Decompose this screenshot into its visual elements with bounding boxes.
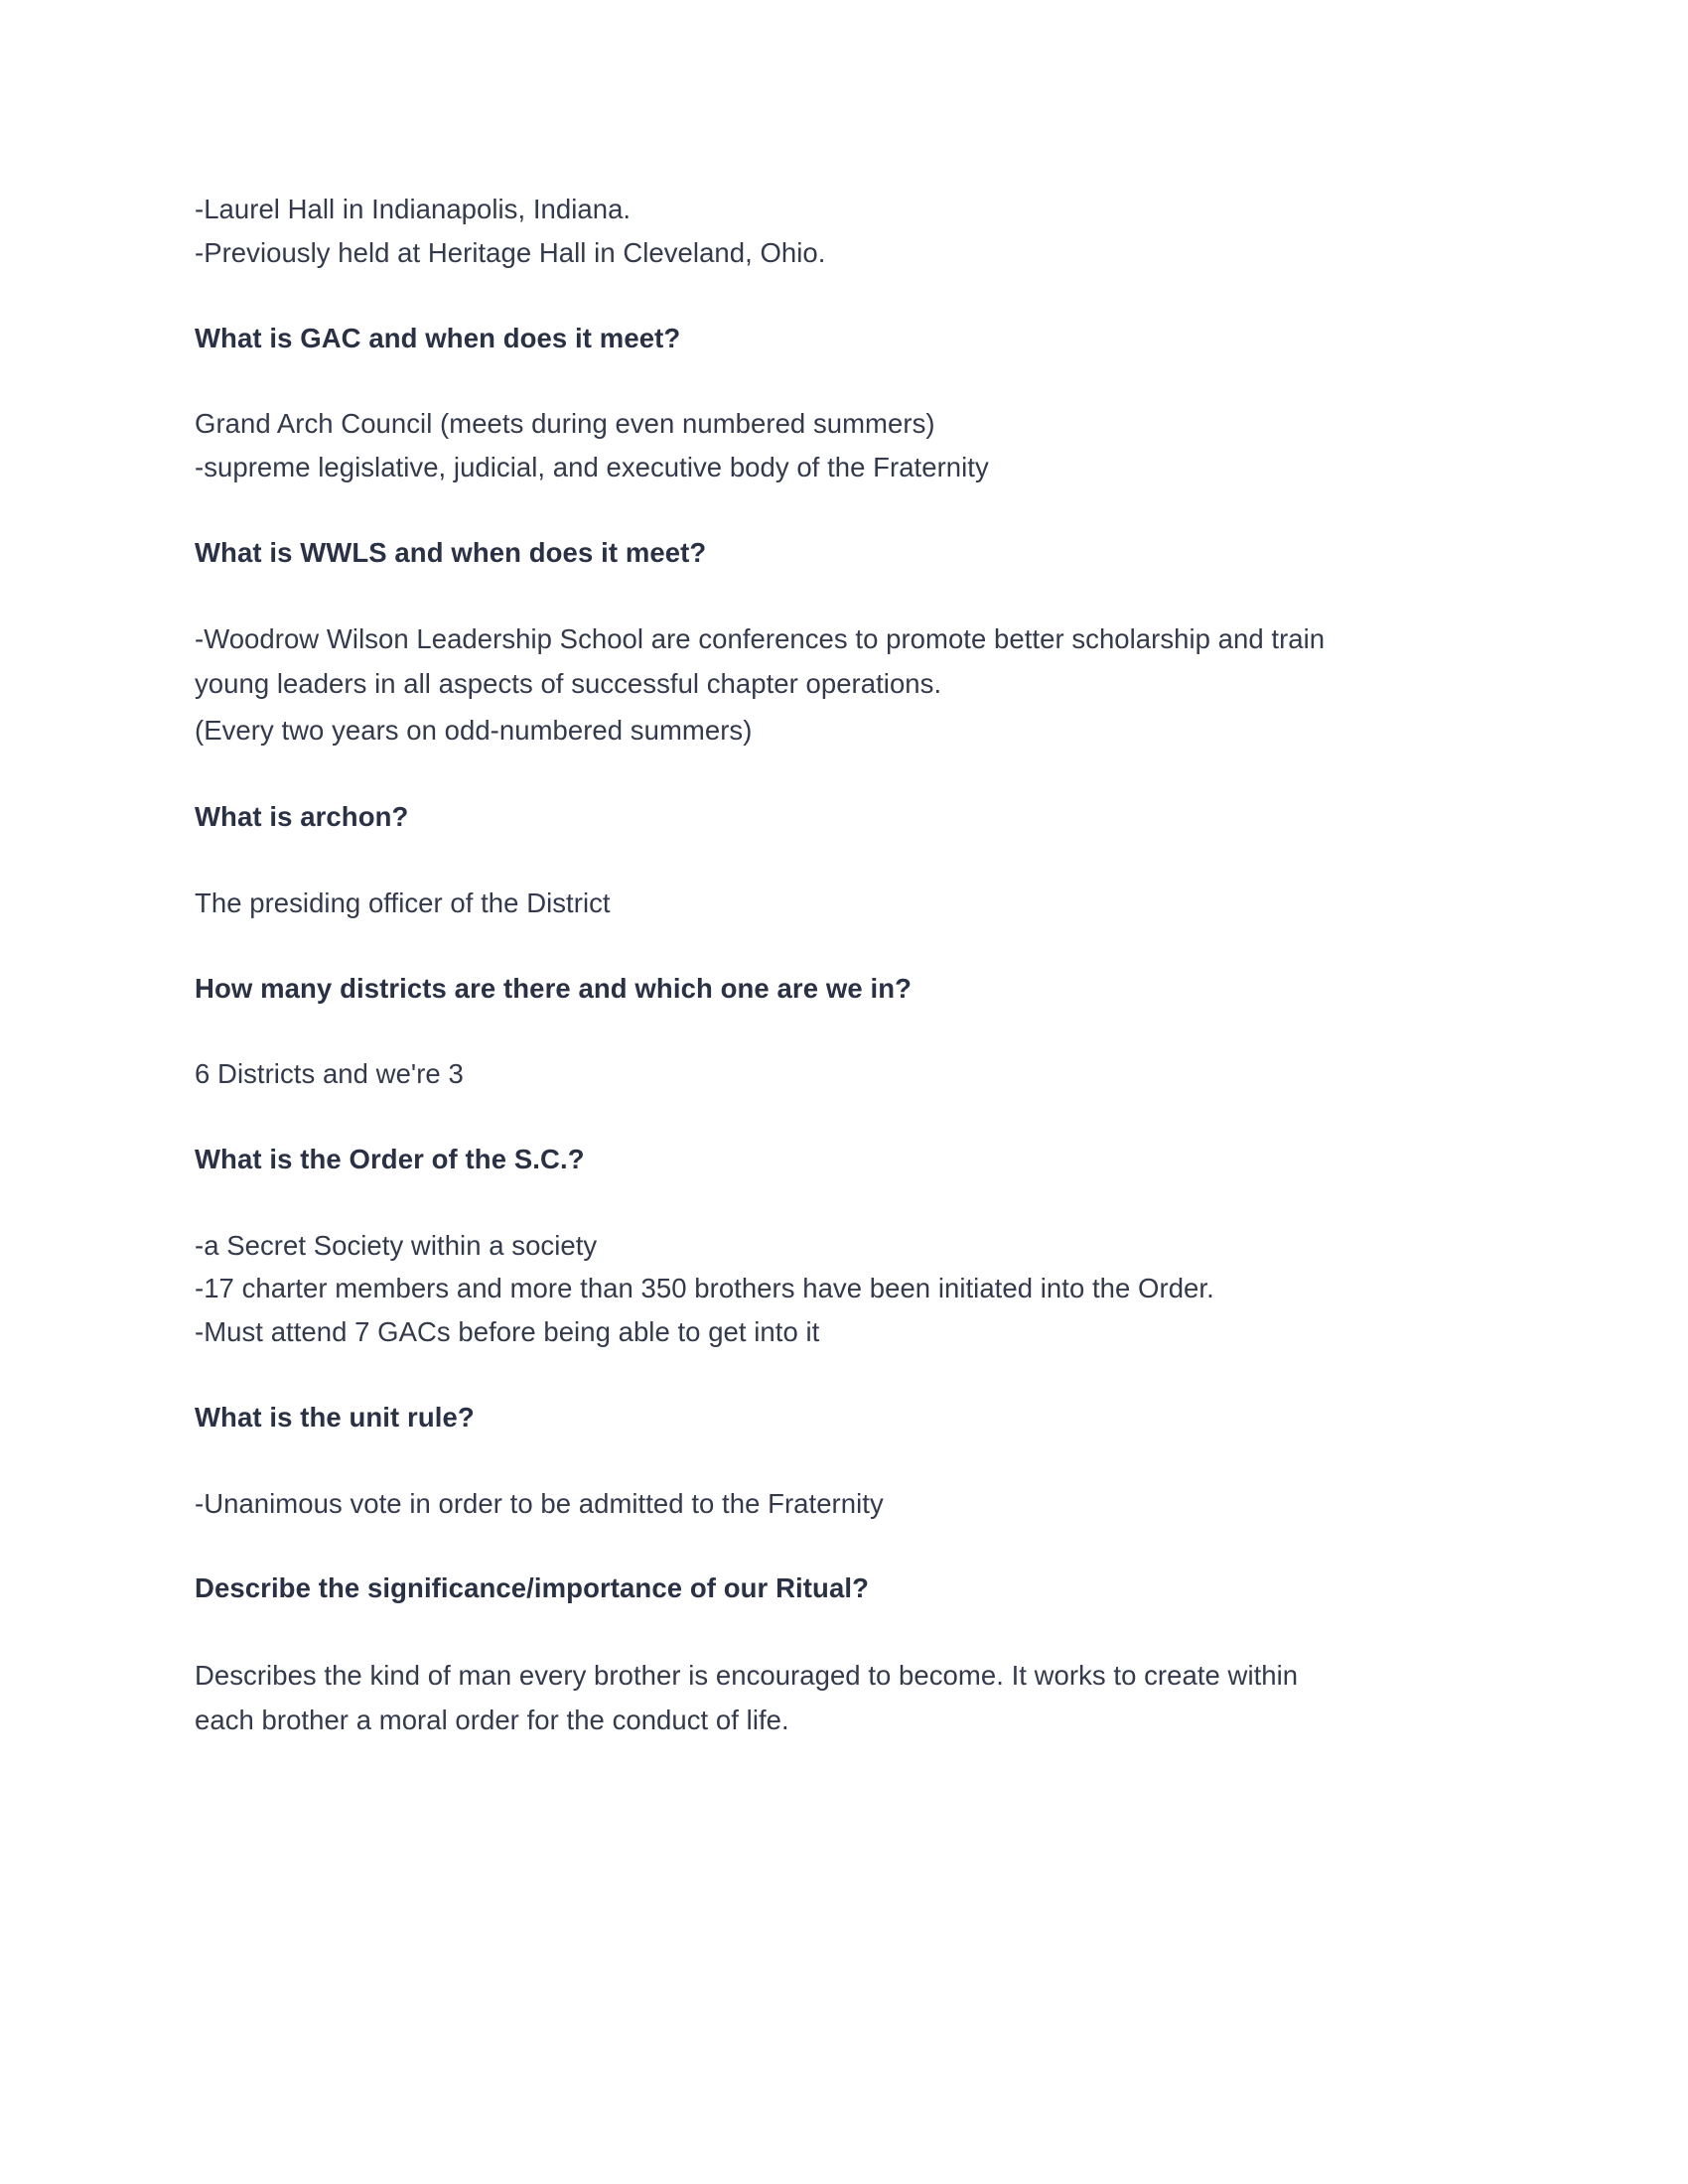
answer-block [195, 189, 1426, 274]
answer-line: -Unanimous vote in order to be admitted to the Fraternity [195, 1487, 884, 1519]
answer-line: -Laurel Hall in Indianapolis, Indiana. [195, 194, 632, 224]
document-content [195, 189, 1426, 1742]
answer-line: -Previously held at Heritage Hall in Cleveland, Ohio. [195, 236, 826, 268]
answer-line: -17 charter members and more than 350 brothers have been initiated into the Order. [195, 1273, 1214, 1304]
answer-block-gac [195, 403, 1426, 488]
answer-block-ritual [195, 1654, 1351, 1742]
answer-block-districts [195, 1053, 1426, 1095]
answer-line: (Every two years on odd-numbered summers) [195, 714, 753, 746]
answer-block-wwls [195, 617, 1346, 752]
answer-line: Describes the kind of man every brother is encouraged to become. It works to create within each brother a moral order for the conduct of life. [195, 1659, 1299, 1735]
answer-line: 6 Districts and we're 3 [195, 1058, 464, 1090]
question-heading-ritual: Describe the significance/importance of our Ritual? [195, 1572, 869, 1604]
question-heading-order-sc: What is the Order of the S.C.? [195, 1143, 585, 1174]
answer-line: -supreme legislative, judicial, and executive body of the Fraternity [195, 452, 989, 483]
question-heading-unit-rule: What is the unit rule? [195, 1401, 475, 1433]
answer-line: -a Secret Society within a society [195, 1229, 598, 1261]
question-heading-districts: How many districts are there and which one are we in? [195, 972, 913, 1004]
answer-line: The presiding officer of the District [195, 887, 611, 918]
answer-line: -Woodrow Wilson Leadership School are conferences to promote better scholarship and train young leaders in all aspects of successful chapter operations. [195, 623, 1326, 699]
answer-block-order-sc [195, 1225, 1426, 1353]
answer-block-unit-rule [195, 1483, 1426, 1525]
answer-line: Grand Arch Council (meets during even numbered summers) [195, 408, 935, 440]
answer-block-archon [195, 883, 1426, 924]
question-heading-wwls: What is WWLS and when does it meet? [195, 536, 707, 568]
answer-line: -Must attend 7 GACs before being able to get into it [195, 1316, 820, 1348]
question-heading-gac: What is GAC and when does it meet? [195, 322, 681, 353]
question-heading-archon: What is archon? [195, 801, 409, 833]
